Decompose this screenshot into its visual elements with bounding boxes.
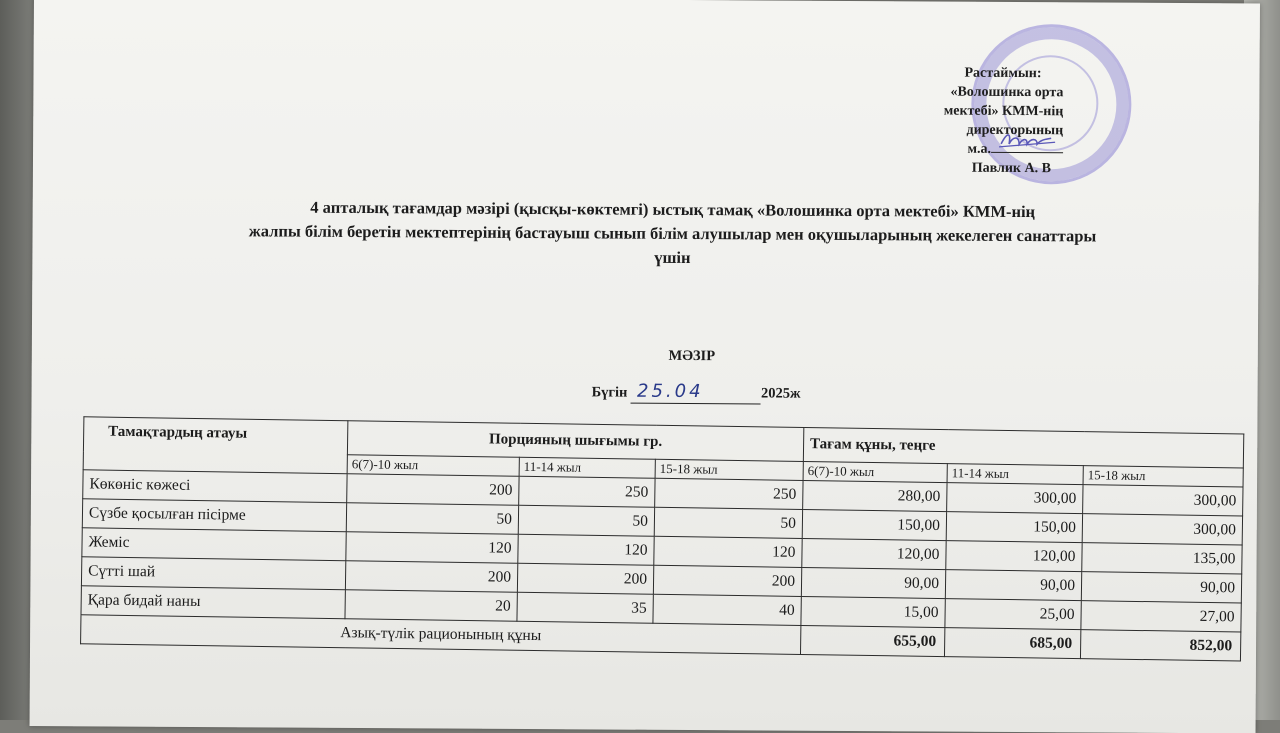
cost-cell: 15,00: [801, 596, 945, 627]
cost-cell: 90,00: [801, 567, 945, 598]
portion-cell: 20: [345, 590, 517, 622]
portion-cell: 120: [518, 534, 654, 565]
cost-cell: 90,00: [1081, 572, 1241, 603]
menu-heading: МӘЗІР: [668, 347, 716, 365]
signature-scribble: [997, 130, 1059, 152]
cost-cell: 280,00: [803, 480, 947, 511]
portion-cell: 50: [654, 507, 802, 538]
cost-cell: 300,00: [1082, 514, 1242, 545]
approval-line-3: мектебі» КММ-нің: [943, 103, 1064, 120]
portion-cell: 200: [345, 561, 517, 593]
portion-cell: 50: [346, 503, 518, 535]
approval-block: [853, 63, 1064, 178]
approval-line-1: Растаймын:: [964, 65, 1042, 82]
portion-cell: 40: [653, 594, 801, 625]
approval-line-2: «Волошинка орта: [950, 84, 1064, 101]
approval-line-4: директорының: [966, 122, 1064, 139]
subheader-cost-age-1: 6(7)-10 жыл: [803, 461, 947, 482]
approval-acting-label: м.а.: [967, 141, 992, 157]
subheader-portion-age-3: 15-18 жыл: [655, 459, 803, 480]
portion-cell: 200: [653, 565, 801, 596]
cost-cell: 135,00: [1082, 543, 1242, 574]
date-prefix: Бүгін: [591, 384, 628, 401]
dish-name: Қара бидай наны: [81, 586, 345, 619]
portion-cell: 120: [346, 532, 518, 564]
subheader-portion-age-1: 6(7)-10 жыл: [347, 455, 519, 477]
cost-cell: 150,00: [802, 509, 946, 540]
dish-name: Көкөніс көжесі: [83, 470, 347, 503]
portion-cell: 250: [655, 478, 803, 509]
date-handwritten: 25.04: [631, 384, 761, 405]
cost-cell: 120,00: [802, 538, 946, 569]
cost-cell: 300,00: [1083, 485, 1243, 516]
cost-cell: 25,00: [945, 599, 1081, 630]
subheader-portion-age-2: 11-14 жыл: [519, 457, 655, 478]
total-label: Азық-түлік рационының құны: [81, 615, 801, 655]
cost-cell: 27,00: [1081, 601, 1241, 632]
portion-cell: 120: [654, 536, 802, 567]
menu-table: [80, 416, 1244, 661]
header-dish-name: Тамақтардың атауы: [83, 417, 348, 474]
title-line-2: жалпы білім беретін мектептерінің бастауыш сынып білім алушылар мен оқушыларының жекелеген санаттары: [248, 221, 1097, 246]
portion-cell: 200: [517, 563, 653, 594]
portion-cell: 200: [347, 474, 519, 506]
date-line: [591, 380, 892, 405]
title-line-1: 4 апталық тағамдар мәзірі (қысқы-көктемгі) ыстық тамақ «Волошинка орта мектебі» КММ-нің: [310, 197, 1036, 222]
total-value: 655,00: [800, 625, 944, 656]
dish-name: Сүзбе қосылған пісірме: [82, 499, 346, 532]
subheader-cost-age-3: 15-18 жыл: [1083, 466, 1243, 487]
dish-name: Сүтті шай: [81, 557, 345, 590]
document-page: [30, 0, 1260, 733]
date-suffix: 2025ж: [760, 385, 801, 402]
portion-cell: 250: [519, 476, 655, 507]
total-value: 685,00: [944, 628, 1080, 659]
document-title: [102, 194, 1242, 273]
cost-cell: 150,00: [946, 512, 1082, 543]
title-line-3: үшін: [654, 247, 691, 268]
cost-cell: 120,00: [946, 541, 1082, 572]
signature-line: [991, 140, 1063, 153]
subheader-cost-age-2: 11-14 жыл: [947, 464, 1083, 485]
total-value: 852,00: [1080, 630, 1240, 661]
portion-cell: 35: [517, 592, 653, 623]
dish-name: Жеміс: [82, 528, 346, 561]
approval-line-5: [853, 139, 1063, 159]
cost-cell: 300,00: [947, 483, 1083, 514]
header-cost: Тағам құны, теңге: [803, 427, 1243, 468]
portion-cell: 50: [518, 505, 654, 536]
approval-line-6: Павлик А. В: [971, 160, 1052, 177]
header-portion: Порцияның шығымы гр.: [347, 421, 803, 462]
cost-cell: 90,00: [945, 570, 1081, 601]
